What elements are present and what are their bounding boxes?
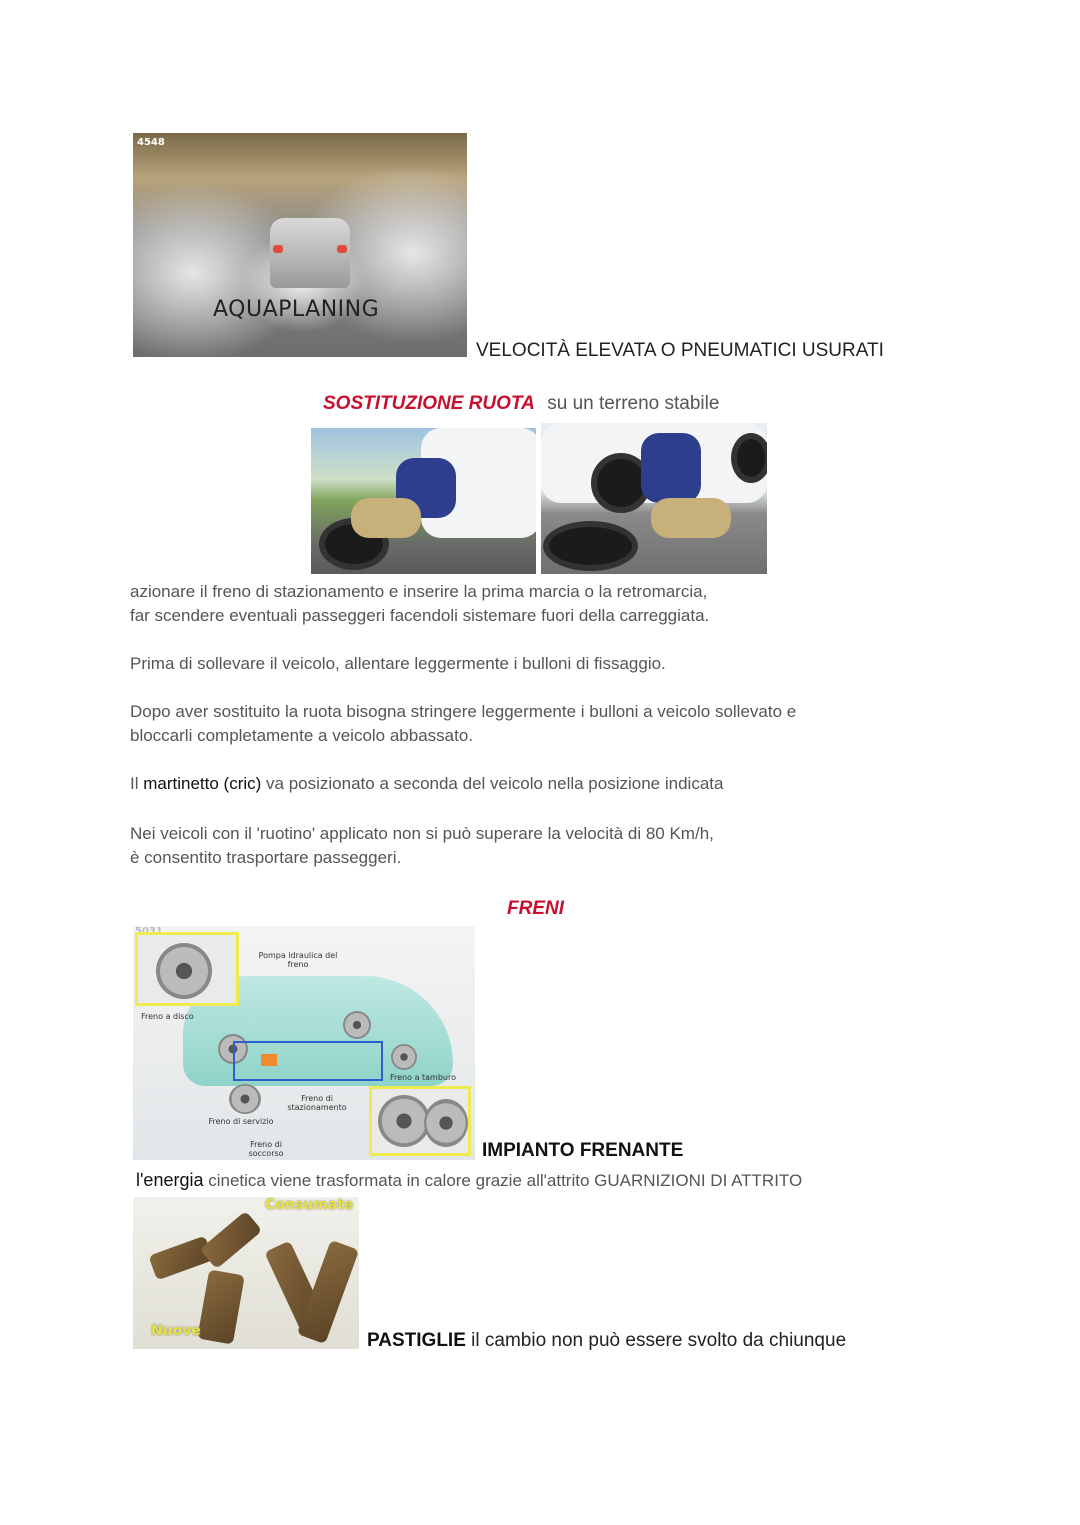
label-service-brake: Freno di servizio (208, 1117, 274, 1126)
tail-light-right (337, 245, 347, 253)
spare-line-2: è consentito trasportare passeggeri. (130, 848, 402, 867)
pads-term: PASTIGLIE (367, 1330, 466, 1351)
step-line-3: Prima di sollevare il veicolo, allentare leggermente i bulloni di fissaggio. (130, 654, 666, 673)
label-emergency-brake: Freno di soccorso (248, 1140, 284, 1158)
drum-brake-inset (369, 1086, 471, 1156)
label-drum-brake: Freno a tamburo (390, 1073, 456, 1082)
photo-caption: AQUAPLANING (213, 297, 380, 322)
person-kneeling (641, 433, 701, 503)
brake-system-label: IMPIANTO FRENANTE (482, 1140, 684, 1161)
wheel-change-photo-2 (541, 423, 767, 574)
rear-wheel-icon (343, 1011, 371, 1039)
worn-pads-label: Consumate (265, 1197, 354, 1213)
tail-light-left (273, 245, 283, 253)
new-pads-label: Nuove (151, 1323, 201, 1339)
label-pump: Pompa idraulica del freno (258, 951, 338, 969)
label-disc-brake: Freno a disco (141, 1012, 194, 1021)
wheel-change-photo-1 (311, 428, 536, 574)
photo-number: 4548 (137, 137, 165, 148)
pads-line: PASTIGLIE il cambio non può essere svolto da chiunque (367, 1330, 847, 1351)
jack-line: Il martinetto (cric) va posizionato a seconda del veicolo nella posizione indicata (130, 774, 724, 793)
spare-line-1: Nei veicoli con il 'ruotino' applicato non si può superare la velocità di 80 Km/h, (130, 824, 714, 843)
brakes-title: FRENI (507, 898, 564, 919)
brake-lines (233, 1041, 383, 1081)
wheel-change-heading (323, 393, 719, 415)
wheel-change-title: SOSTITUZIONE RUOTA (323, 393, 535, 414)
wheel-change-subtitle: su un terreno stabile (547, 393, 720, 414)
step-line-4: Dopo aver sostituito la ruota bisogna stringere leggermente i bulloni a veicolo sollevato e (130, 702, 797, 721)
step-line-5: bloccarli completamente a veicolo abbassato. (130, 726, 474, 745)
aquaplaning-causes: VELOCITÀ ELEVATA O PNEUMATICI USURATI (476, 340, 884, 361)
step-line-2: far scendere eventuali passeggeri facendoli sistemare fuori della carreggiata. (130, 606, 710, 625)
brake-pads-photo (133, 1197, 359, 1349)
brake-pump (261, 1054, 277, 1066)
energy-term: l'energia (136, 1170, 204, 1190)
car-in-spray (270, 218, 350, 288)
disc-brake-inset (135, 932, 239, 1006)
spare-tire (543, 521, 638, 571)
jack-term: martinetto (cric) (143, 774, 262, 793)
brake-drum-icon (378, 1095, 430, 1147)
step-line-1: azionare il freno di stazionamento e inserire la prima marcia o la retromarcia, (130, 582, 708, 601)
label-parking-brake: Freno di stazionamento (287, 1094, 347, 1112)
brake-disc-icon (156, 943, 212, 999)
brake-system-diagram (133, 926, 475, 1160)
aquaplaning-photo (133, 133, 467, 357)
energy-line: l'energia cinetica viene trasformata in calore grazie all'attrito GUARNIZIONI DI ATTRITO (136, 1170, 803, 1190)
